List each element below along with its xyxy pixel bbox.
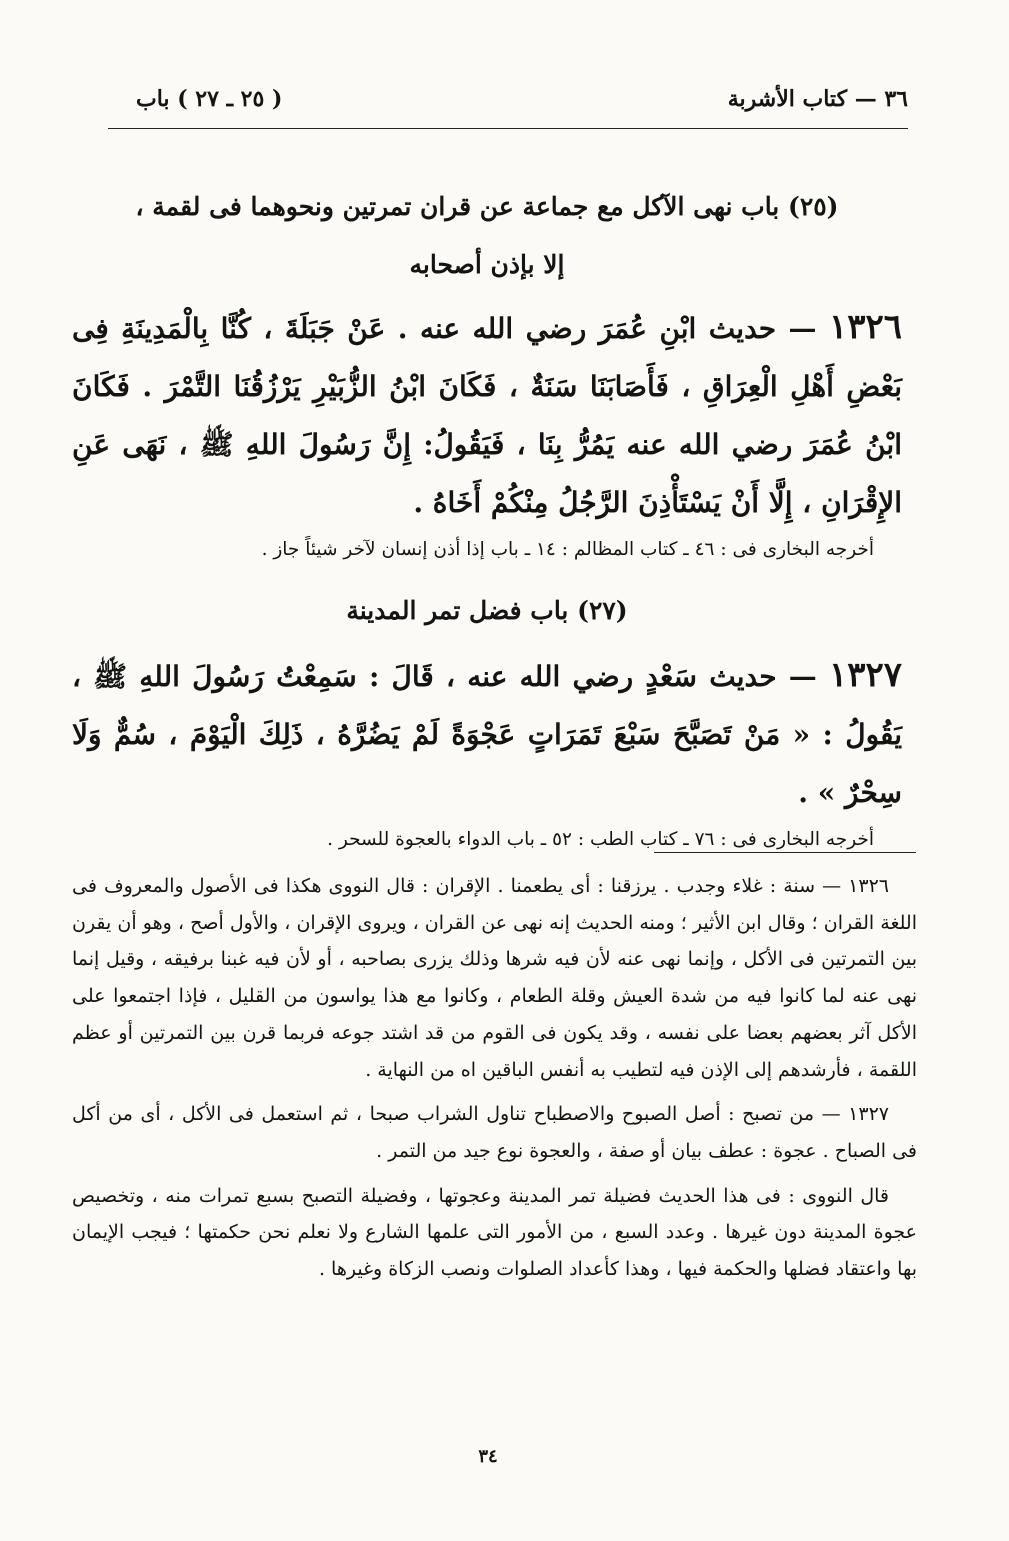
hadith-text: — حديث سَعْدٍ رضي الله عنه ، قَالَ : سَمِعْتُ رَسُولَ اللهِ ﷺ ، يَقُولُ : « مَنْ تَصَبَّحَ سَبْعَ تَمَرَاتٍ عَجْوَةً لَمْ يَضُرَّهُ ، ذَلِكَ الْيَوْمَ ، سُمٌّ وَلَا سِحْرٌ » . (72, 660, 902, 809)
hadith-source: أخرجه البخارى فى : ٤٦ ـ كتاب المظالم : ١٤ ـ باب إذا أذن إنسان لآخر شيئاً جاز . (261, 539, 874, 560)
chapter-title-line: (٢٥) باب نهى الآكل مع جماعة عن قران تمرتين ونحوهما فى لقمة ، (135, 192, 839, 221)
hadith-number: ١٣٢٦ (828, 307, 903, 347)
hadith-1326 (72, 298, 902, 532)
hadith-number: ١٣٢٧ (828, 655, 903, 695)
running-header (108, 86, 908, 126)
chapter-title-line: (٢٧) باب فضل تمر المدينة (346, 596, 628, 625)
chapter-title (72, 582, 902, 640)
hadith-source: أخرجه البخارى فى : ٧٦ ـ كتاب الطب : ٥٢ ـ باب الدواء بالعجوة للسحر . (327, 829, 874, 850)
footnote-divider (654, 852, 916, 853)
chapter-25 (72, 178, 902, 568)
page-number: ٣٤ (478, 1446, 498, 1467)
chapter-range: ( ٢٥ ـ ٢٧ ) باب (136, 86, 283, 112)
hadith-text: — حديث ابْنِ عُمَرَ رضي الله عنه . عَنْ جَبَلَةَ ، كُنَّا بِالْمَدِينَةِ فِى بَعْضِ أَهْلِ الْعِرَاقِ ، فَأَصَابَنَا سَنَةٌ ، فَكَانَ ابْنُ الزُّبَيْرِ يَرْزُقُنَا التَّمْرَ . فَكَانَ ابْنُ عُمَرَ رضي الله عنه يَمُرُّ بِنَا ، فَيَقُولُ: إِنَّ رَسُولَ اللهِ ﷺ ، نَهَى عَنِ الإِقْرَانِ ، إِلَّا أَنْ يَسْتَأْذِنَ الرَّجُلُ مِنْكُمْ أَخَاهُ . (72, 312, 902, 519)
book-title: ٣٦ — كتاب الأشربة (727, 86, 908, 112)
chapter-27 (72, 582, 902, 858)
chapter-title-line: إلا بإذن أصحابه (409, 250, 565, 279)
hadith-1327 (72, 646, 902, 822)
header-divider (108, 128, 908, 129)
footnote-1326: ١٣٢٦ — سنة : غلاء وجدب . يرزقنا : أى يطعمنا . الإقران : قال النووى هكذا فى الأصول والمعروف فى اللغة القران ؛ وقال ابن الأثير ؛ ومنه الحديث إنه نهى عن القران ، ويروى الإقران ، والأول أصح ، وهو أن يقرن بين التمرتين فى الأكل ، وإنما نهى عنه لأن فيه شرها وذلك يزرى بصاحبه ، أو لأن فيه غبنا برفيقه ، وقيل إنما نهى عنه لما كانوا فيه من شدة العيش وقلة الطعام ، وكانوا مع هذا يواسون من القليل ، فإذا اجتمعوا على الأكل آثر بعضهم بعضا على نفسه ، وقد يكون فى القوم من قد اشتد جوعه فربما قرن بين التمرتين أو عظم اللقمة ، فأرشدهم إلى الإذن فيه لتطيب به أنفس الباقين اه من النهاية . (72, 875, 917, 1081)
footnotes (72, 868, 917, 1288)
footnote-nawawi: قال النووى : فى هذا الحديث فضيلة تمر المدينة وعجوتها ، وفضيلة التصبح بسبع تمرات منه ، وتخصيص عجوة المدينة دون غيرها . وعدد السبع ، من الأمور التى علمها الشارع ولا نعلم نحن حكمتها ؛ فيجب الإيمان بها واعتقاد فضلها والحكمة فيها ، وهذا كأعداد الصلوات ونصب الزكاة وغيرها . (72, 1184, 917, 1281)
chapter-title (72, 178, 902, 294)
footnote-1327: ١٣٢٧ — من تصبح : أصل الصبوح والاصطباح تناول الشراب صبحا ، ثم استعمل فى الأكل ، أى من أكل فى الصباح . عجوة : عطف بيان أو صفة ، والعجوة نوع جيد من التمر . (72, 1103, 917, 1162)
